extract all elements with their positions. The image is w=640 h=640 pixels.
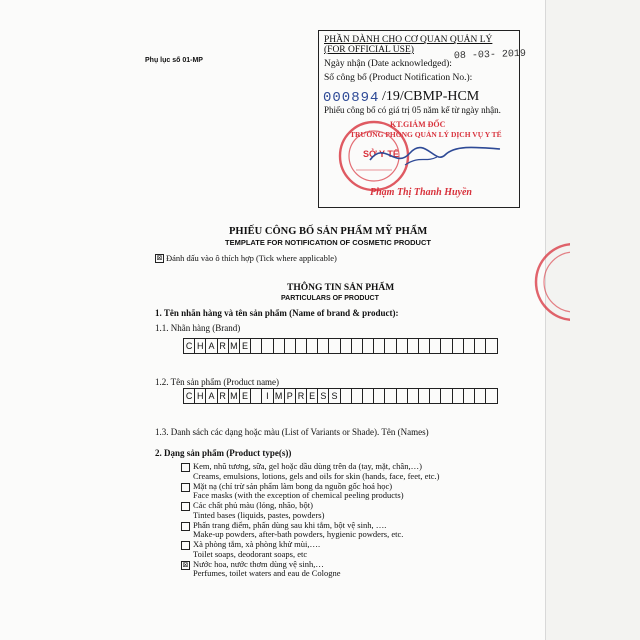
letter-cell: [419, 389, 430, 403]
brand-label: 1.1. Nhãn hàng (Brand): [155, 323, 241, 333]
document-title: PHIẾU CÔNG BỐ SẢN PHẨM MỸ PHẨM: [229, 226, 428, 237]
tick-note: Đánh dấu vào ô thích hợp (Tick where applicable): [166, 253, 337, 263]
letter-cell: R: [296, 389, 307, 403]
letter-cell: [486, 339, 497, 353]
letter-cell: [251, 339, 262, 353]
letter-cell: [486, 389, 497, 403]
signature-mark: [365, 135, 505, 180]
letter-cell: [307, 339, 318, 353]
letter-cell: [251, 389, 262, 403]
letter-cell: [385, 339, 396, 353]
letter-cell: [374, 339, 385, 353]
letter-cell: [262, 339, 273, 353]
letter-cell: E: [307, 389, 318, 403]
letter-cell: M: [229, 339, 240, 353]
letter-cell: R: [218, 389, 229, 403]
product-type-label-en: Creams, emulsions, lotions, gels and oils for skin (hands, face, feet, etc.): [193, 470, 440, 481]
product-type-heading: 2. Dạng sản phẩm (Product type(s)): [155, 448, 292, 458]
letter-cell: [374, 389, 385, 403]
tick-example-checkbox: ⊠: [156, 254, 163, 262]
signature-title-1: KT.GIÁM ĐỐC: [390, 120, 446, 129]
product-type-checkbox[interactable]: ⊠: [182, 560, 189, 569]
letter-cell: [385, 389, 396, 403]
letter-cell: A: [206, 339, 217, 353]
document-subtitle: TEMPLATE FOR NOTIFICATION OF COSMETIC PRODUCT: [225, 238, 431, 247]
letter-cell: C: [184, 339, 195, 353]
letter-cell: S: [329, 389, 340, 403]
letter-cell: E: [240, 389, 251, 403]
letter-cell: [441, 339, 452, 353]
official-box-title: PHẦN DÀNH CHO CƠ QUAN QUẢN LÝ: [324, 35, 493, 45]
product-type-label-vi: Phấn trang điểm, phấn dùng sau khi tắm, bột vệ sinh, ….: [193, 519, 387, 530]
product-name-letter-grid: [183, 388, 498, 404]
product-type-checkbox[interactable]: [181, 522, 190, 531]
letter-cell: [318, 339, 329, 353]
letter-cell: [464, 389, 475, 403]
product-type-label-en: Toilet soaps, deodorant soaps, etc: [193, 548, 308, 559]
letter-cell: H: [195, 389, 206, 403]
letter-cell: [430, 339, 441, 353]
validity-note: Phiếu công bố có giá trị 05 năm kể từ ngày nhận.: [324, 105, 501, 115]
product-type-checkbox[interactable]: [181, 541, 190, 550]
letter-cell: P: [285, 389, 296, 403]
signature-title-2: TRƯỞNG PHÒNG QUẢN LÝ DỊCH VỤ Y TẾ: [350, 130, 502, 139]
letter-cell: [296, 339, 307, 353]
product-type-label-vi: Xà phòng tắm, xà phòng khử mùi,….: [193, 539, 321, 549]
letter-cell: [419, 339, 430, 353]
letter-cell: M: [229, 389, 240, 403]
product-type-checkbox[interactable]: [181, 502, 190, 511]
product-type-checkbox[interactable]: [181, 483, 190, 492]
product-name-label: 1.2. Tên sản phẩm (Product name): [155, 377, 280, 387]
letter-cell: [397, 339, 408, 353]
letter-cell: [408, 389, 419, 403]
date-stamp: 08 -03- 2019: [453, 48, 527, 63]
letter-cell: [285, 339, 296, 353]
product-type-label-en: Face masks (with the exception of chemical peeling products): [193, 490, 404, 500]
letter-cell: [464, 339, 475, 353]
official-box-subtitle: (FOR OFFICIAL USE): [324, 45, 414, 55]
letter-cell: H: [195, 339, 206, 353]
letter-cell: [274, 339, 285, 353]
letter-cell: [475, 389, 486, 403]
brand-product-heading: 1. Tên nhãn hàng và tên sản phẩm (Name of brand & product):: [155, 308, 399, 318]
letter-cell: E: [240, 339, 251, 353]
notification-number-label: Số công bố (Product Notification No.):: [324, 73, 473, 83]
product-type-label-en: Tinted bases (liquids, pastes, powders): [193, 509, 325, 520]
adjacent-page-seal: [530, 232, 570, 332]
letter-cell: R: [218, 339, 229, 353]
letter-cell: [430, 389, 441, 403]
letter-cell: [453, 339, 464, 353]
letter-cell: S: [318, 389, 329, 403]
product-type-label-vi: Kem, nhũ tương, sữa, gel hoặc dầu dùng trên da (tay, mặt, chân,…): [193, 461, 422, 471]
letter-cell: A: [206, 389, 217, 403]
signer-name: Phạm Thị Thanh Huyền: [370, 187, 472, 198]
product-type-label-vi: Mặt nạ (chỉ trừ sản phẩm làm bong da nguồn gốc hoá học): [193, 480, 393, 491]
product-type-checkbox[interactable]: [181, 463, 190, 472]
letter-cell: M: [274, 389, 285, 403]
variants-label: 1.3. Danh sách các dạng hoặc màu (List of Variants or Shade). Tên (Names): [155, 427, 429, 437]
letter-cell: I: [262, 389, 273, 403]
letter-cell: [363, 389, 374, 403]
letter-cell: [341, 389, 352, 403]
letter-cell: C: [184, 389, 195, 403]
product-info-subheading: PARTICULARS OF PRODUCT: [281, 295, 379, 302]
letter-cell: [397, 389, 408, 403]
notification-number-suffix: /19/CBMP-HCM: [382, 89, 480, 104]
date-acknowledged-label: Ngày nhận (Date acknowledged):: [324, 59, 452, 69]
product-info-heading: THÔNG TIN SẢN PHẨM: [287, 283, 395, 293]
product-type-label-en: Perfumes, toilet waters and eau de Cologne: [193, 568, 341, 578]
letter-cell: [408, 339, 419, 353]
brand-letter-grid: [183, 338, 498, 354]
appendix-label: Phụ lục số 01-MP: [145, 57, 203, 64]
letter-cell: [363, 339, 374, 353]
letter-cell: [341, 339, 352, 353]
letter-cell: [352, 339, 363, 353]
product-type-label-vi: Các chất phủ màu (lỏng, nhão, bột): [193, 500, 313, 510]
notification-number-stamp: 000894: [323, 90, 380, 106]
product-type-label-vi: Nước hoa, nước thơm dùng vệ sinh,…: [193, 558, 324, 569]
letter-cell: [475, 339, 486, 353]
letter-cell: [329, 339, 340, 353]
letter-cell: [441, 389, 452, 403]
letter-cell: [352, 389, 363, 403]
product-type-label-en: Make-up powders, after-bath powders, hygienic powders, etc.: [193, 529, 404, 539]
seal-text: SỞ Y TẾ: [363, 149, 399, 159]
letter-cell: [453, 389, 464, 403]
